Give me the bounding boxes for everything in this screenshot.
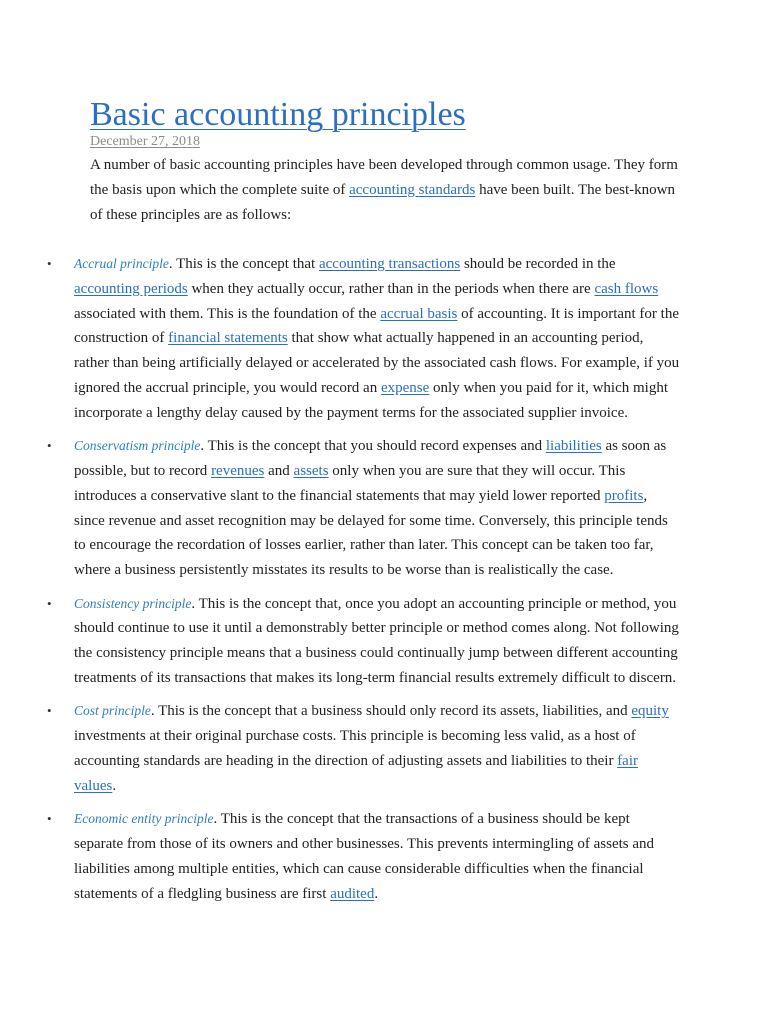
principles-list — [0, 252, 768, 915]
bullet-icon: • — [47, 703, 52, 719]
list-item-economic-entity-principle — [0, 807, 680, 906]
link-fair-values[interactable]: fair values — [74, 752, 639, 794]
link-assets[interactable]: assets — [293, 462, 329, 479]
principle-text: of accounting. It is important for the construction of — [74, 305, 679, 347]
principle-text: only when you paid for it, which might incorporate a lengthy delay caused by the payment terms for the associated supplier invoice. — [74, 379, 668, 421]
principle-text: . — [374, 885, 379, 902]
list-item-consistency-principle — [0, 592, 680, 691]
link-cash-flows[interactable]: cash flows — [594, 280, 659, 297]
link-profits[interactable]: profits — [604, 487, 644, 504]
intro-paragraph — [90, 153, 690, 228]
principle-text: as soon as possible, but to record — [74, 438, 667, 479]
intro-text: A number of basic accounting principles have been developed through common usage. They form the basis upon which the complete suite of — [90, 157, 678, 198]
principle-text: should be recorded in the — [460, 256, 616, 272]
principle-text: . — [112, 777, 117, 794]
list-item-cost-principle — [0, 699, 680, 798]
principle-text: that show what actually happened in an accounting period, rather than being artificially delayed or accelerated by the associated cash flows. For example, if you ignored the accrual principle, you would record an — [74, 330, 680, 396]
list-item-accrual-principle — [0, 252, 680, 426]
principle-term: Economic entity principle — [74, 811, 214, 827]
principle-text: . This is the concept that the transactions of a business should be kept separate from those of its owners and other businesses. This prevents intermingling of assets and liabilities among multiple entities, which can cause considerable difficulties when the financial statements of a fledgling business are first — [74, 811, 655, 902]
principle-term: Accrual principle — [74, 256, 169, 271]
link-accounting-standards[interactable]: accounting standards — [349, 182, 476, 198]
link-accrual-basis[interactable]: accrual basis — [380, 305, 458, 322]
principle-text: . This is the concept that a business should only record its assets, liabilities, and — [150, 703, 632, 720]
principle-text: . This is the concept that — [168, 256, 319, 272]
link-equity[interactable]: equity — [631, 703, 669, 720]
bullet-icon: • — [47, 438, 52, 454]
principle-text: . This is the concept that you should record expenses and — [200, 438, 546, 455]
principle-term: Conservatism principle — [74, 438, 201, 454]
post-date[interactable]: December 27, 2018 — [90, 134, 201, 149]
link-revenues[interactable]: revenues — [211, 462, 265, 479]
principle-term: Consistency principle — [74, 595, 192, 611]
bullet-icon: • — [47, 811, 52, 827]
principle-text: and — [264, 462, 294, 479]
principle-text: . This is the concept that, once you adopt an accounting principle or method, you should continue to use it until a demonstrably better principle or method comes along. Not following the consistency principle means that a business could continually jump between different accounting treatments of its transactions that makes its long-term financial results extremely difficult to discern. — [74, 595, 679, 686]
principle-text: when they actually occur, rather than in the periods when there are — [187, 280, 595, 297]
link-accounting-transactions[interactable]: accounting transactions — [318, 256, 461, 272]
principle-text: investments at their original purchase costs. This principle is becoming less valid, as a host of accounting standards are heading in the direction of adjusting assets and liabilities to their — [74, 728, 636, 769]
bullet-icon: • — [47, 256, 52, 271]
page-title[interactable]: Basic accounting principles — [90, 96, 466, 133]
link-financial-statements[interactable]: financial statements — [168, 330, 288, 347]
list-item-conservatism-principle — [0, 434, 680, 583]
principle-text: only when you are sure that they will occur. This introduces a conservative slant to the financial statements that may yield lower reported — [74, 462, 626, 504]
link-liabilities[interactable]: liabilities — [545, 438, 602, 455]
link-expense[interactable]: expense — [380, 379, 430, 396]
link-audited[interactable]: audited — [330, 885, 375, 902]
principle-term: Cost principle — [74, 703, 151, 719]
link-accounting-periods[interactable]: accounting periods — [74, 280, 188, 297]
bullet-icon: • — [47, 595, 52, 611]
principle-text: , since revenue and asset recognition may be delayed for some time. Conversely, this principle tends to encourage the recordation of losses earlier, rather than later. This concept can be taken too far, where a business persistently misstates its results to be worse than is realistically the case. — [74, 487, 668, 579]
principle-text: associated with them. This is the foundation of the — [74, 305, 381, 322]
intro-text: have been built. The best-known of these principles are as follows: — [90, 182, 676, 223]
